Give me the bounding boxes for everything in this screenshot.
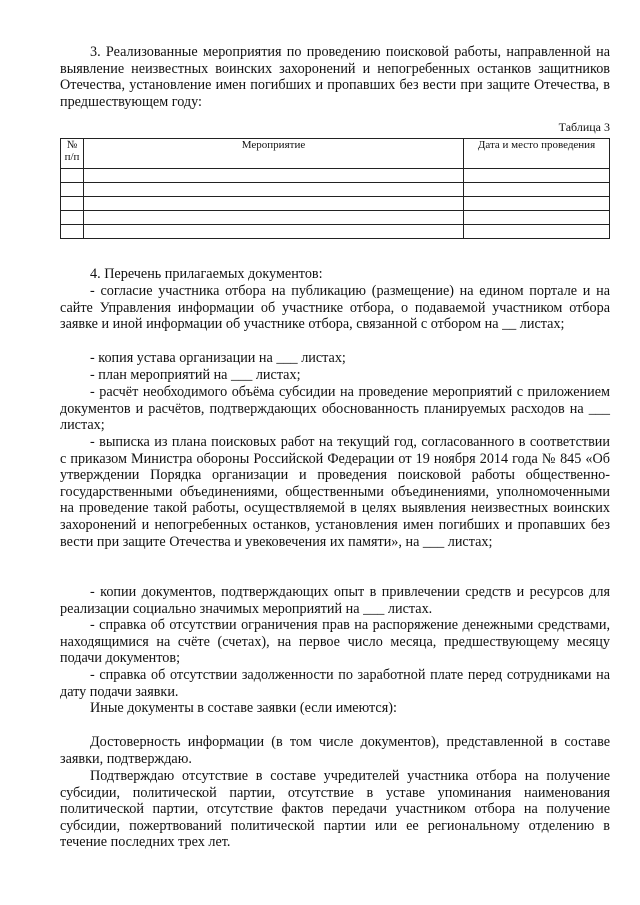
header-event: Мероприятие — [84, 139, 464, 169]
table-cell — [464, 197, 610, 211]
table-cell — [61, 211, 84, 225]
table-cell — [464, 183, 610, 197]
table-cell — [61, 169, 84, 183]
doc-item-no-debt: - справка об отсутствии задолженности по заработной плате перед сотрудниками на дату подачи заявки. — [60, 667, 610, 700]
section-3-paragraph: 3. Реализованные мероприятия по проведению поисковой работы, направленной на выявление неизвестных воинских захоронений и непогребенных останков защитников Отечества, установление имен погибших и пропавших без вести при защите Отечества, в предшествующем году: — [60, 44, 610, 110]
doc-item-experience: - копии документов, подтверждающих опыт в привлечении средств и ресурсов для реализации социально значимых мероприятий на ___ листах. — [60, 584, 610, 617]
table-cell — [464, 169, 610, 183]
table-cell — [84, 225, 464, 239]
table-cell — [61, 183, 84, 197]
doc-item-extract: - выписка из плана поисковых работ на текущий год, согласованного в соответствии с приказом Министра обороны Российской Федерации от 19 ноября 2014 года № 845 «Об утверждении Порядка организации и проведения поисковой работы общественно-государственными объединениями, общественными объединениями, уполномоченными на проведение такой работы, осуществляемой в целях выявления неизвестных воинских захоронений и непогребенных останков, установления имен погибших и пропавших без вести при защите Отечества и увековечения их памяти», на ___ листах; — [60, 434, 610, 550]
header-date-place: Дата и место проведения — [464, 139, 610, 169]
doc-item-plan: - план мероприятий на ___ листах; — [90, 367, 301, 383]
table-row — [61, 169, 610, 183]
table-header-row — [61, 139, 610, 169]
header-number: № п/п — [61, 139, 84, 169]
doc-item-charter: - копия устава организации на ___ листах; — [90, 350, 346, 366]
table-row — [61, 225, 610, 239]
section-4-title: 4. Перечень прилагаемых документов: — [90, 266, 323, 282]
other-documents: Иные документы в составе заявки (если имеются): — [90, 700, 397, 716]
table-cell — [61, 197, 84, 211]
table-3 — [60, 138, 610, 239]
table-caption: Таблица 3 — [558, 120, 610, 134]
table-row — [61, 197, 610, 211]
table-cell — [84, 183, 464, 197]
doc-item-consent: - согласие участника отбора на публикацию (размещение) на едином портале и на сайте Управления информации об участнике отбора, о подаваемой участником отбора заявке и иной информации об участнике отбора, связанной с отбором на __ листах; — [60, 283, 610, 333]
table-cell — [84, 197, 464, 211]
table-cell — [84, 211, 464, 225]
table-cell — [464, 225, 610, 239]
table-cell — [61, 225, 84, 239]
table-row — [61, 211, 610, 225]
doc-item-no-restriction: - справка об отсутствии ограничения прав на распоряжение денежными средствами, находящимися на счёте (счетах), на первое число месяца, предшествующему месяцу подачи документов; — [60, 617, 610, 667]
confirm-no-party: Подтверждаю отсутствие в составе учредителей участника отбора на получение субсидии, политической партии, отсутствие в уставе упоминания наименования политической партии, отсутствие фактов передачи участником отбора на получение субсидии, пожертвований политической партии или ее региональному отделению в течение последних трех лет. — [60, 768, 610, 851]
table-cell — [464, 211, 610, 225]
confirm-reliability: Достоверность информации (в том числе документов), представленной в составе заявки, подтверждаю. — [60, 734, 610, 767]
table-cell — [84, 169, 464, 183]
table-row — [61, 183, 610, 197]
doc-item-calculation: - расчёт необходимого объёма субсидии на проведение мероприятий с приложением документов и расчётов, подтверждающих обоснованность планируемых расходов на ___ листах; — [60, 384, 610, 434]
